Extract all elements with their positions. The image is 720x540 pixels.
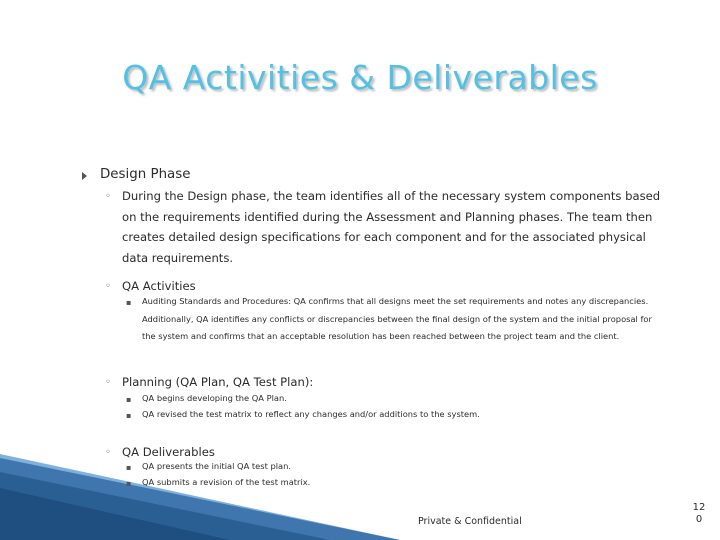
planning-item-2: QA revised the test matrix to reflect any changes and/or additions to the system. xyxy=(142,409,480,419)
deliverables-item-1: QA presents the initial QA test plan. xyxy=(142,461,292,471)
planning-heading: Planning (QA Plan, QA Test Plan): xyxy=(122,375,314,389)
dot-bullet-icon: ▪ xyxy=(126,479,132,488)
design-phase-description: During the Design phase, the team identifies all of the necessary system components based on the requirements identified during the Assessment and Planning phases. The team then creates detailed design specifications for each component and for the associated physical data requirements. xyxy=(122,189,661,266)
design-phase-heading: Design Phase xyxy=(100,167,191,182)
ring-bullet-icon: ◦ xyxy=(105,447,111,458)
page-number-line-2: 0 xyxy=(695,514,703,525)
qa-deliverables-heading: QA Deliverables xyxy=(122,445,215,459)
ring-bullet-icon: ◦ xyxy=(105,191,111,202)
ring-bullet-icon: ◦ xyxy=(105,377,111,388)
auditing-standards-text: Auditing Standards and Procedures: QA confirms that all designs meet the set requirements and notes any discrepancies. Additionally, QA identifies any conflicts or discrepancies between the final design of the system and the initial proposal for the system and confirms that an acceptable resolution has been reached between the project team and the client. xyxy=(142,296,652,341)
dot-bullet-icon: ▪ xyxy=(126,298,132,307)
footer-confidentiality: Private & Confidential xyxy=(418,516,522,527)
page-number-line-1: 12 xyxy=(692,502,706,513)
qa-activities-heading: QA Activities xyxy=(122,279,196,293)
dot-bullet-icon: ▪ xyxy=(126,395,132,404)
dot-bullet-icon: ▪ xyxy=(126,463,132,472)
ring-bullet-icon: ◦ xyxy=(105,281,111,292)
slide-title: QA Activities & Deliverables xyxy=(122,58,598,97)
page-number xyxy=(688,502,710,526)
deliverables-item-2: QA submits a revision of the test matrix. xyxy=(142,477,311,487)
arrow-bullet-icon xyxy=(82,172,87,180)
planning-item-1: QA begins developing the QA Plan. xyxy=(142,393,287,403)
dot-bullet-icon: ▪ xyxy=(126,411,132,420)
